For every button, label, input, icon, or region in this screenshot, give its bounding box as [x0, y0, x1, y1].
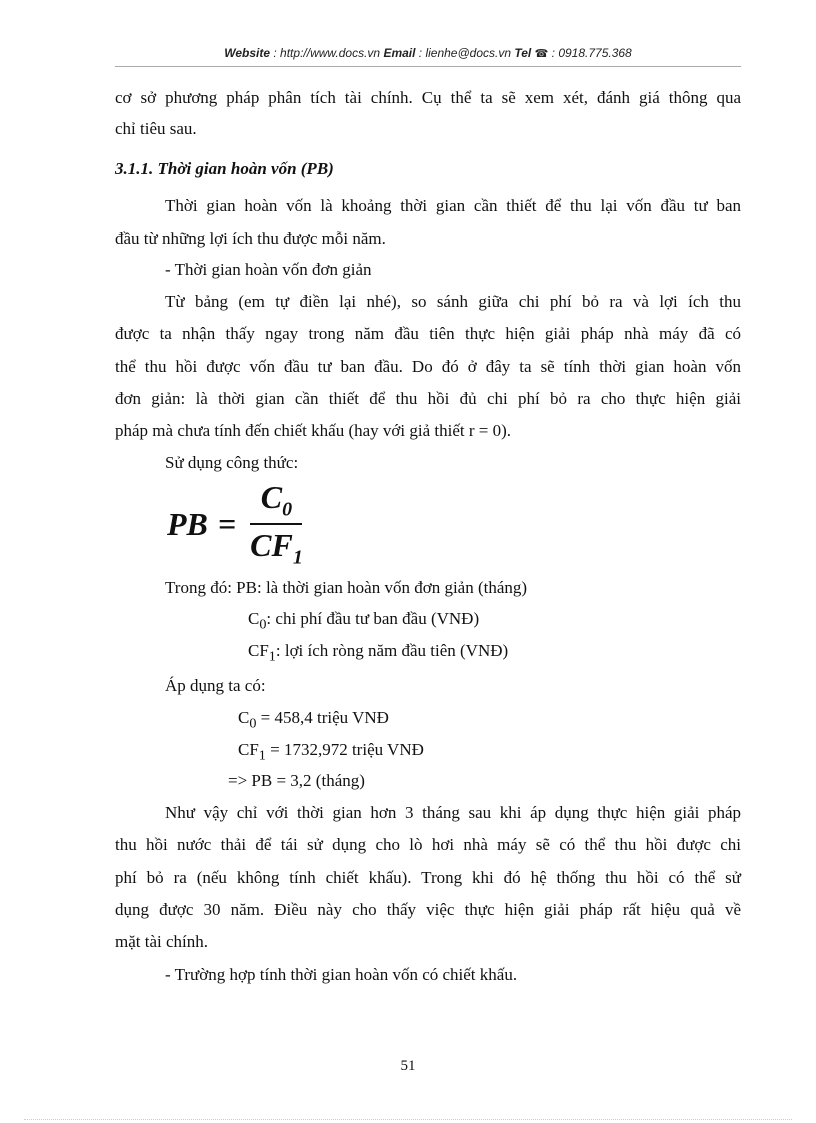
paragraph-line: Thời gian hoàn vốn là khoảng thời gian cần thiết để thu lại vốn đầu tư ban: [165, 196, 741, 215]
bullet-item: - Trường hợp tính thời gian hoàn vốn có chiết khấu.: [165, 965, 518, 984]
paragraph-line: được ta nhận thấy ngay trong năm đầu tiên thực hiện giải pháp nhà máy đã có: [115, 324, 741, 343]
paragraph-line: Từ bảng (em tự điền lại nhé), so sánh giữa chi phí bỏ ra và lợi ích thu: [165, 292, 741, 311]
formula-lhs: PB: [167, 505, 208, 542]
paragraph-line: dụng được 30 năm. Điều này cho thấy việc thực hiện giải pháp rất hiệu quả về: [115, 900, 741, 919]
website-value: : http://www.docs.vn: [270, 46, 384, 60]
section-heading: 3.1.1. Thời gian hoàn vốn (PB): [115, 159, 334, 178]
paragraph-line: chỉ tiêu sau.: [115, 119, 197, 138]
fraction-bar: [250, 523, 302, 525]
result-line: => PB = 3,2 (tháng): [228, 771, 365, 790]
value-line: $C_0 = 458,4$ triệu VNĐ: [238, 708, 389, 732]
paragraph-line: đầu từ những lợi ích thu được mỗi năm.: [115, 229, 386, 248]
paragraph-line: pháp mà chưa tính đến chiết khấu (hay với giả thiết r = 0).: [115, 421, 512, 440]
email-label: Email: [383, 46, 416, 60]
page-bottom-divider: [24, 1119, 792, 1120]
phone-icon: ☎: [534, 48, 549, 60]
definition-line: $CF_1$: lợi ích ròng năm đầu tiên (VNĐ): [248, 641, 509, 665]
definition-line: $C_0$: chi phí đầu tư ban đầu (VNĐ): [248, 609, 480, 633]
tel-label: Tel: [514, 46, 532, 60]
formula-denominator: $CF_1$: [250, 527, 303, 569]
page-header: [115, 46, 741, 60]
website-label: Website: [224, 46, 271, 60]
definition-line: Trong đó: PB: là thời gian hoàn vốn đơn giản (tháng): [165, 578, 528, 597]
paragraph-line: mặt tài chính.: [115, 932, 209, 951]
bullet-item: - Thời gian hoàn vốn đơn giản: [165, 260, 372, 279]
paragraph-line: Áp dụng ta có:: [165, 676, 266, 695]
payback-formula: [167, 478, 307, 569]
header-divider: [115, 66, 741, 67]
formula-fraction: [246, 479, 307, 570]
page-number: 51: [400, 1058, 416, 1074]
paragraph-line: thể thu hồi được vốn đầu tư ban đầu. Do đó ở đây ta sẽ tính thời gian hoàn vốn: [115, 357, 741, 376]
formula-equals: =: [217, 505, 237, 542]
paragraph-line: thu hồi nước thải để tái sử dụng cho lò hơi nhà máy sẽ có thể thu hồi được chi: [115, 835, 741, 854]
paragraph-line: phí bỏ ra (nếu không tính chiết khấu). Trong khi đó hệ thống thu hồi có thể sử: [115, 868, 741, 887]
formula-numerator: $C_0$: [260, 478, 293, 520]
paragraph-line: Sử dụng công thức:: [165, 453, 299, 472]
email-value: : lienhe@docs.vn: [415, 46, 515, 60]
paragraph-line: đơn giản: là thời gian cần thiết để thu hồi đủ chi phí bỏ ra cho thực hiện giải: [115, 389, 741, 408]
paragraph-line: Như vậy chỉ với thời gian hơn 3 tháng sau khi áp dụng thực hiện giải pháp: [165, 803, 741, 822]
tel-value: : 0918.775.368: [548, 46, 632, 60]
value-line: $CF_1 = 1732,972$ triệu VNĐ: [238, 740, 424, 764]
paragraph-line: cơ sở phương pháp phân tích tài chính. Cụ thể ta sẽ xem xét, đánh giá thông qua: [115, 88, 741, 107]
